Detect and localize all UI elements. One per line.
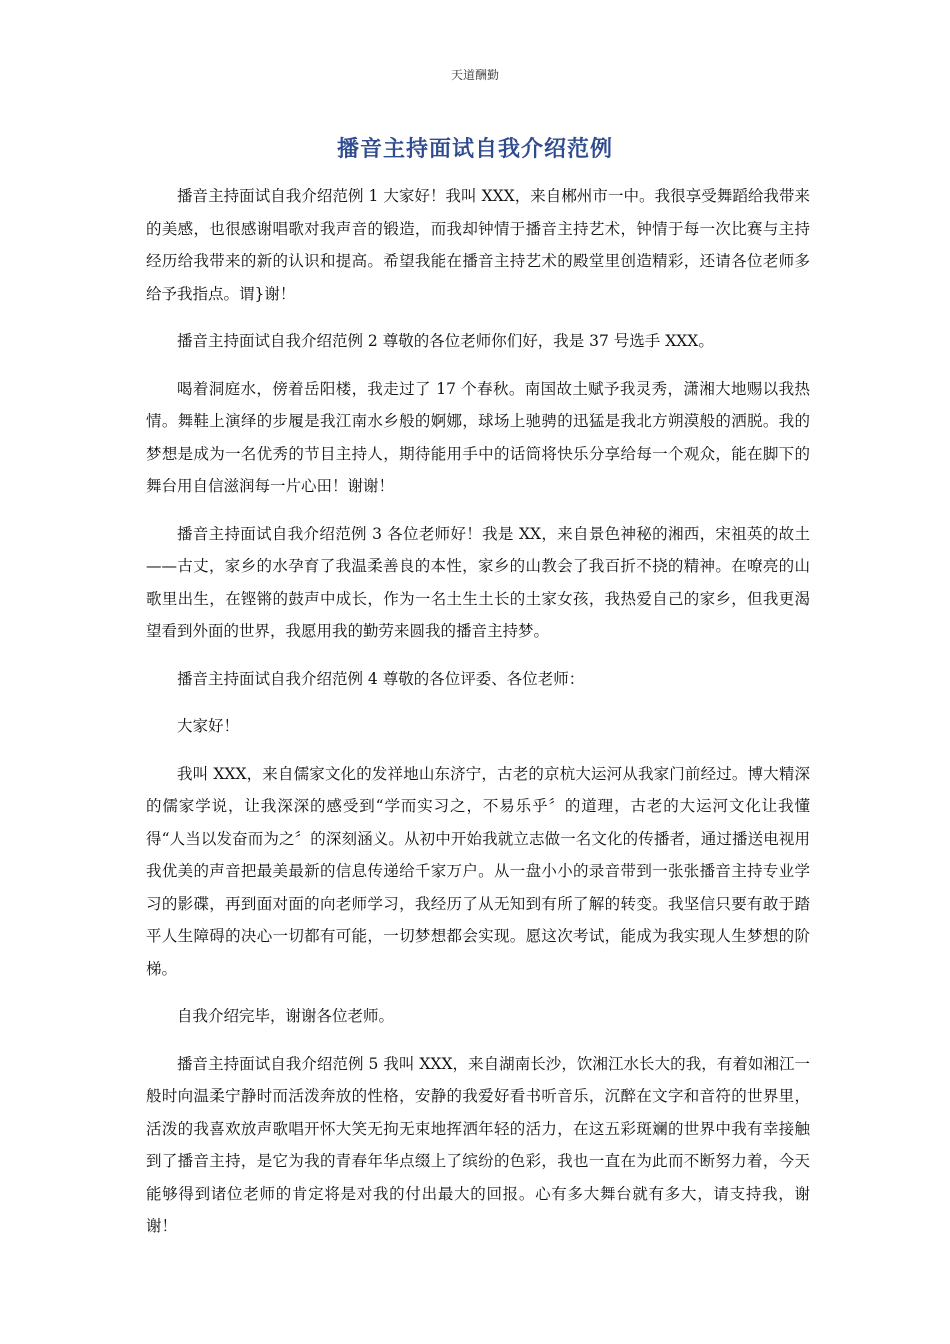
document-body — [146, 180, 810, 1258]
paragraph: 大家好！ — [177, 717, 240, 735]
paragraph: 播音主持面试自我介绍范例 3 各位老师好！我是 XX，来自景色神秘的湘西，宋祖英的故土——古丈，家乡的水孕育了我温柔善良的本性，家乡的山教会了我百折不挠的精神。在嘹亮的山歌里出生，在铿锵的鼓声中成长，作为一名土生土长的土家女孩，我热爱自己的家乡，但我更渴望看到外面的世界，我愿用我的勤劳来圆我的播音主持梦。 — [146, 524, 810, 640]
paragraph: 播音主持面试自我介绍范例 5 我叫 XXX，来自湖南长沙，饮湘江水长大的我，有着如湘江一般时向温柔宁静时而活泼奔放的性格，安静的我爱好看书听音乐，沉醉在文字和音符的世界里，活泼的我喜欢放声歌唱开怀大笑无拘无束地挥洒年轻的活力，在这五彩斑斓的世界中我有幸接触到了播音主持，是它为我的青春年华点缀上了缤纷的色彩，我也一直在为此而不断努力着，今天能够得到诸位老师的肯定将是对我的付出最大的回报。心有多大舞台就有多大，请支持我，谢谢！ — [146, 1054, 810, 1235]
paragraph: 自我介绍完毕，谢谢各位老师。 — [177, 1007, 395, 1025]
paragraph: 喝着洞庭水，傍着岳阳楼，我走过了 17 个春秋。南国故土赋予我灵秀，潇湘大地赐以我热情。舞鞋上演绎的步履是我江南水乡般的婀娜，球场上驰骋的迅猛是我北方朔漠般的洒脱。我的梦想是成为一名优秀的节目主持人，期待能用手中的话筒将快乐分享给每一个观众，能在脚下的舞台用自信滋润每一片心田！谢谢！ — [146, 379, 810, 495]
page-header: 天道酬勤 — [450, 68, 499, 82]
paragraph: 我叫 XXX，来自儒家文化的发祥地山东济宁，古老的京杭大运河从我家门前经过。博大精深的儒家学说，让我深深的感受到“学而实习之，不易乐乎〞的道理，古老的大运河文化让我懂得“人当以发奋而为之〞的深刻涵义。从初中开始我就立志做一名文化的传播者，通过播送电视用我优美的声音把最美最新的信息传递给千家万户。从一盘小小的录音带到一张张播音主持专业学习的影碟，再到面对面的向老师学习，我经历了从无知到有所了解的转变。我坚信只要有敢于踏平人生障碍的决心一切都有可能，一切梦想都会实现。愿这次考试，能成为我实现人生梦想的阶梯。 — [146, 764, 810, 978]
paragraph: 播音主持面试自我介绍范例 1 大家好！我叫 XXX，来自郴州市一中。我很享受舞蹈给我带来的美感，也很感谢唱歌对我声音的锻造，而我却钟情于播音主持艺术，钟情于每一次比赛与主持经历给我带来的新的认识和提高。希望我能在播音主持艺术的殿堂里创造精彩，还请各位老师多给予我指点。谓}谢！ — [146, 187, 810, 303]
paragraph: 播音主持面试自我介绍范例 2 尊敬的各位老师你们好，我是 37 号选手 XXX。 — [177, 332, 714, 350]
document-title: 播音主持面试自我介绍范例 — [336, 137, 613, 162]
paragraph: 播音主持面试自我介绍范例 4 尊敬的各位评委、各位老师： — [177, 669, 585, 688]
